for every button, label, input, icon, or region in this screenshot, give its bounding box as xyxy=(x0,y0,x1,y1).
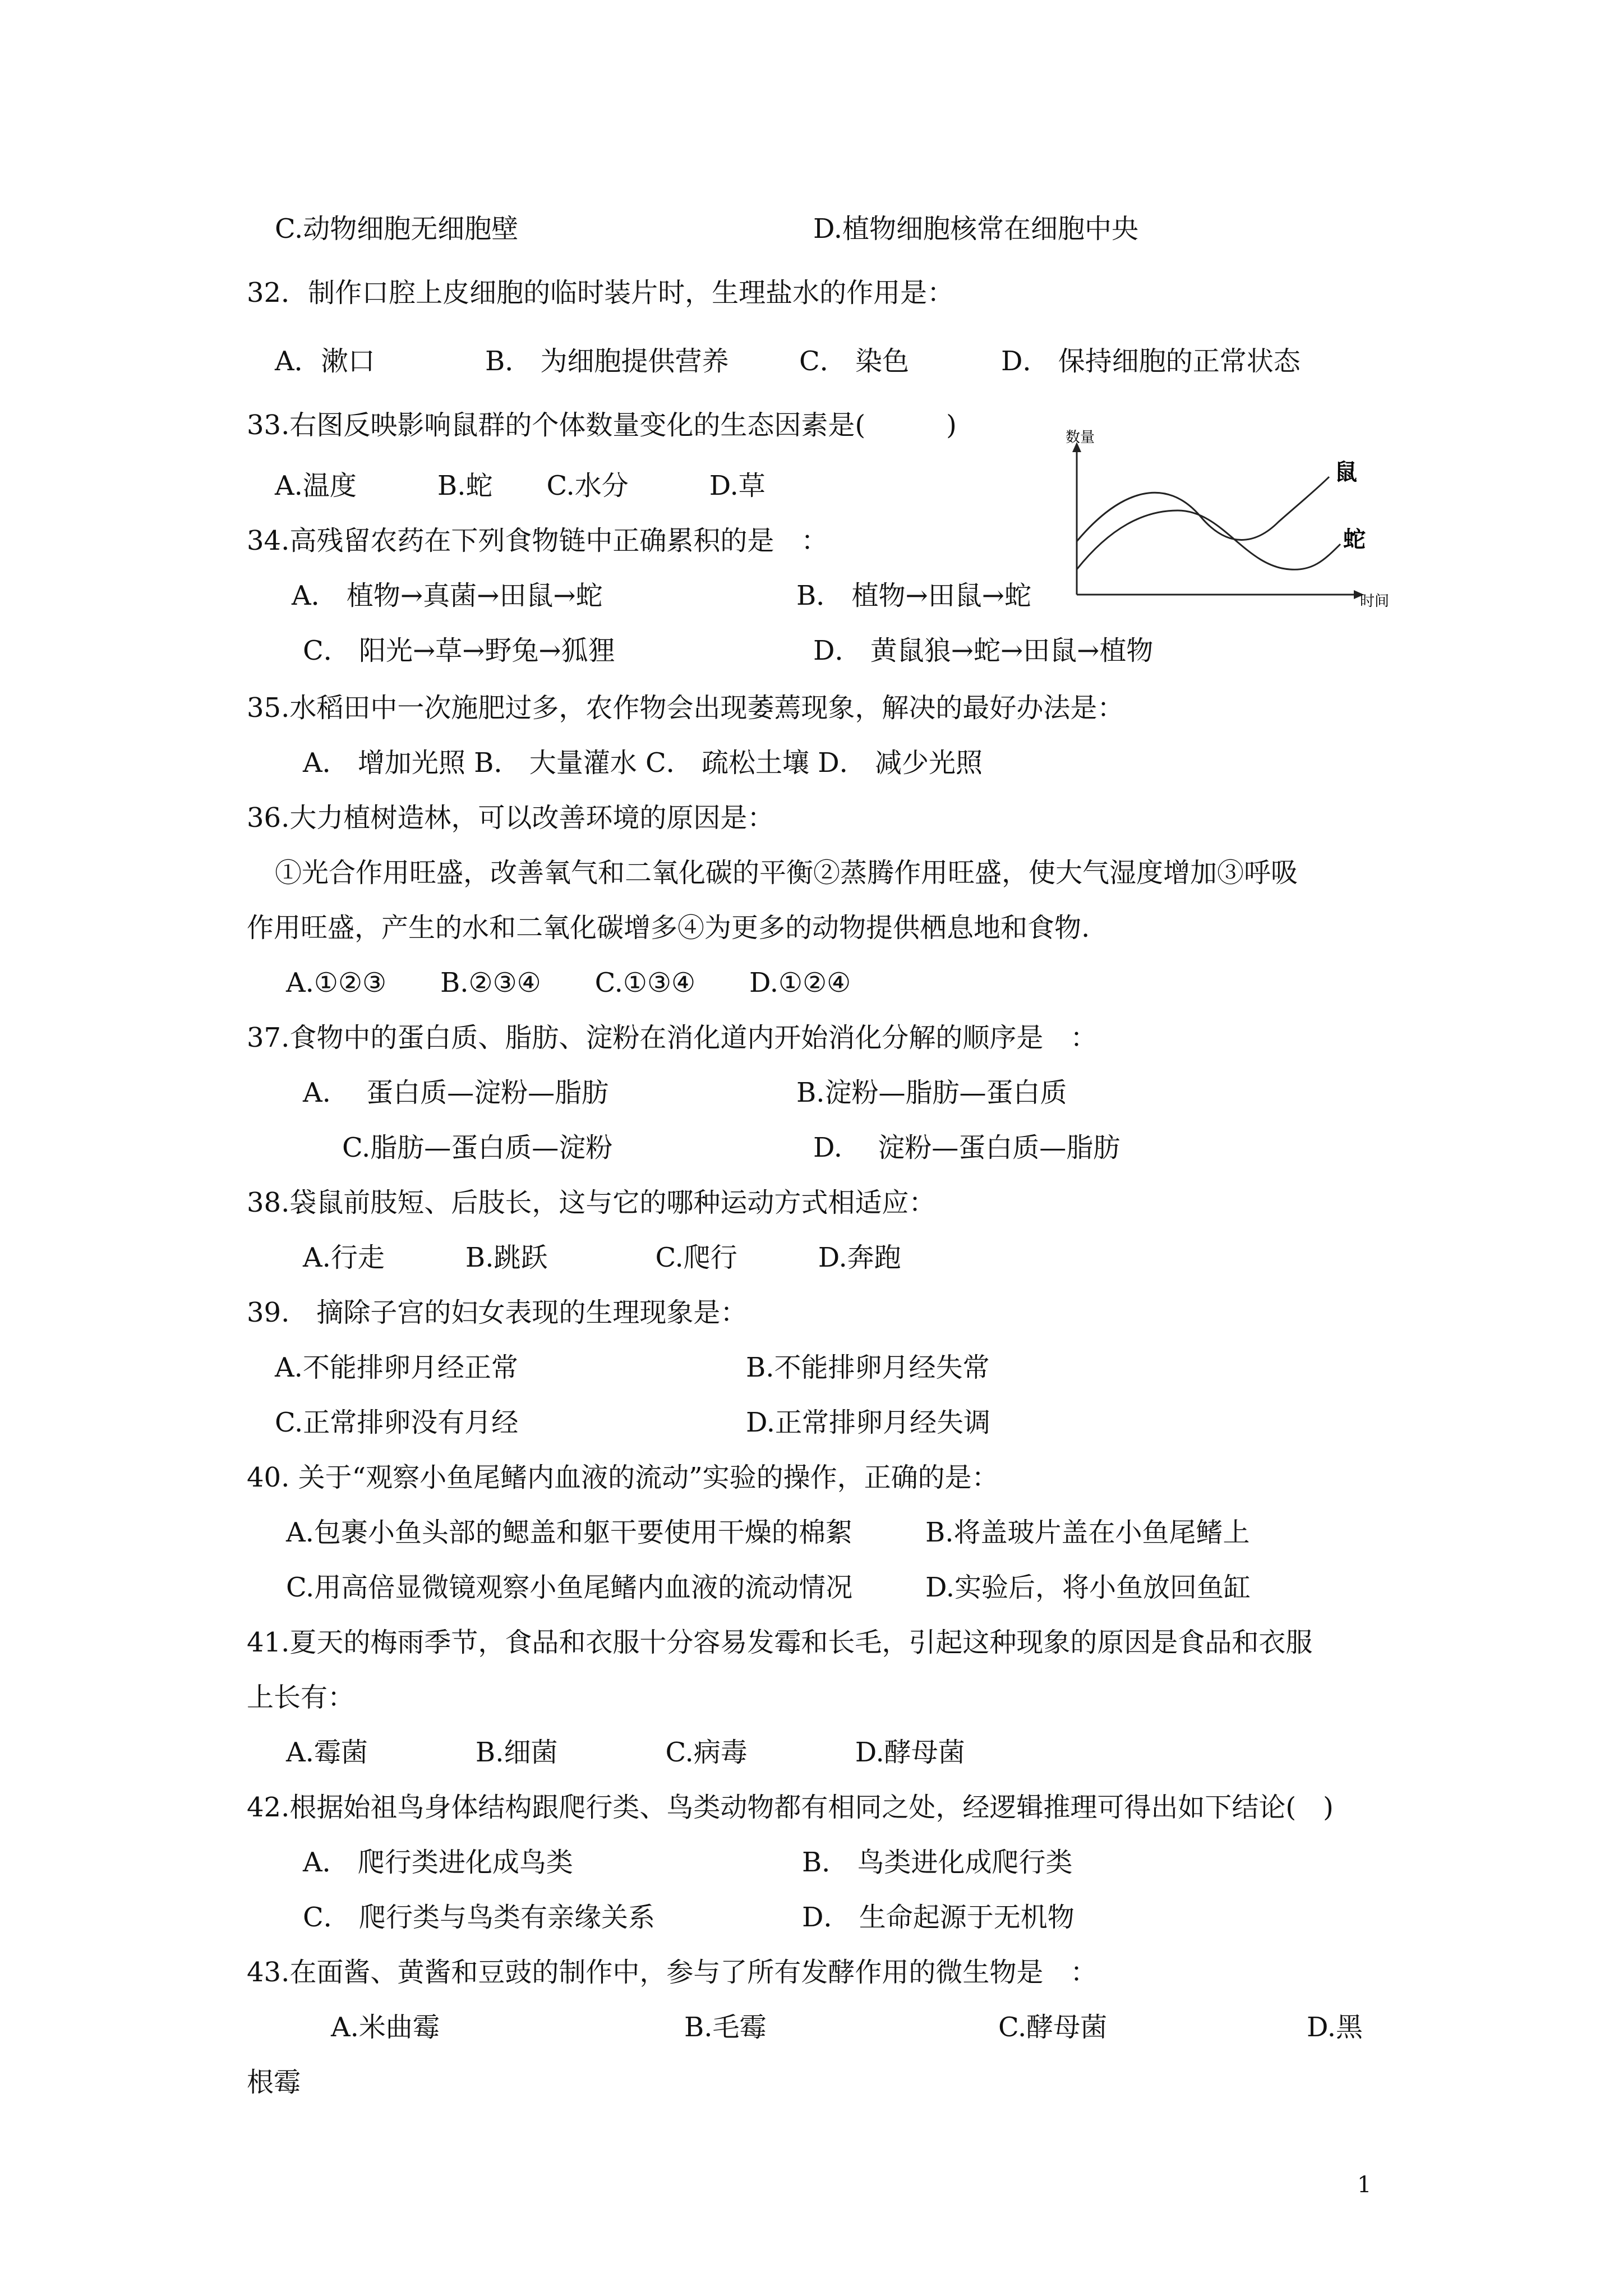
q36-statements-line2: 作用旺盛，产生的水和二氧化碳增多④为更多的动物提供栖息地和食物. xyxy=(247,912,1090,944)
snake-label: 蛇 xyxy=(1343,527,1366,553)
q35-stem: 35.水稻田中一次施肥过多，农作物会出现萎蔫现象，解决的最好办法是： xyxy=(247,692,1124,724)
q37-option-a: A. 蛋白质—淀粉—脂肪 xyxy=(303,1077,609,1108)
q37-option-b: B.淀粉—脂肪—蛋白质 xyxy=(796,1077,1067,1108)
q36-stem: 36.大力植树造林，可以改善环境的原因是： xyxy=(247,802,774,834)
q39-option-d: D.正常排卵月经失调 xyxy=(746,1407,991,1438)
q32-stem: 32．制作口腔上皮细胞的临时装片时，生理盐水的作用是： xyxy=(247,277,955,309)
q42-option-b: B． 鸟类进化成爬行类 xyxy=(802,1847,1073,1878)
graph-axes xyxy=(1072,442,1364,599)
q43-option-d: D.黑 xyxy=(1307,2012,1363,2043)
q40-option-a: A.包裹小鱼头部的鳃盖和躯干要使用干燥的棉絮 xyxy=(286,1517,852,1548)
q40-option-d: D.实验后，将小鱼放回鱼缸 xyxy=(925,1572,1251,1603)
q42-option-d: D． 生命起源于无机物 xyxy=(802,1902,1075,1933)
graph-y-label: 数量 xyxy=(1066,429,1095,446)
page-number: 1 xyxy=(1357,2172,1372,2198)
q34-option-a: A． 植物→真菌→田鼠→蛇 xyxy=(292,580,603,611)
q41-options: A.霉菌 B.细菌 C.病毒 D.酵母菌 xyxy=(286,1737,965,1768)
q36-statements-line1: ①光合作用旺盛，改善氧气和二氧化碳的平衡②蒸腾作用旺盛，使大气湿度增加③呼吸 xyxy=(275,857,1298,889)
q32-option-a: A．漱口 xyxy=(275,346,375,377)
q34-option-b: B． 植物→田鼠→蛇 xyxy=(796,580,1031,611)
q31-option-c: C.动物细胞无细胞壁 xyxy=(275,213,519,245)
q37-option-c: C.脂肪—蛋白质—淀粉 xyxy=(342,1132,613,1163)
q32-option-d: D． 保持细胞的正常状态 xyxy=(1001,346,1301,377)
q33-stem: 33.右图反映影响鼠群的个体数量变化的生态因素是( ) xyxy=(247,409,957,441)
q40-stem: 40. 关于“观察小鱼尾鳍内血液的流动”实验的操作，正确的是： xyxy=(247,1462,999,1493)
q40-option-b: B.将盖玻片盖在小鱼尾鳍上 xyxy=(925,1517,1250,1548)
q33-options: A.温度 B.蛇 C.水分 D.草 xyxy=(275,470,766,501)
snake-curve xyxy=(1077,510,1340,569)
q31-option-d: D.植物细胞核常在细胞中央 xyxy=(813,213,1139,245)
q42-option-c: C． 爬行类与鸟类有亲缘关系 xyxy=(303,1902,655,1933)
q32-option-b: B． 为细胞提供营养 xyxy=(485,346,729,377)
q41-stem-continued: 上长有： xyxy=(247,1682,355,1713)
q39-option-a: A.不能排卵月经正常 xyxy=(275,1352,518,1383)
q40-option-c: C.用高倍显微镜观察小鱼尾鳍内血液的流动情况 xyxy=(286,1572,853,1603)
q35-options: A． 增加光照 B． 大量灌水 C． 疏松土壤 D． 减少光照 xyxy=(303,747,983,779)
q38-stem: 38.袋鼠前肢短、后肢长，这与它的哪种运动方式相适应： xyxy=(247,1187,936,1218)
q36-options: A.①②③ B.②③④ C.①③④ D.①②④ xyxy=(286,967,851,999)
q42-option-a: A． 爬行类进化成鸟类 xyxy=(303,1847,573,1878)
q39-stem: 39. 摘除子宫的妇女表现的生理现象是： xyxy=(247,1297,748,1328)
q42-stem: 42.根据始祖鸟身体结构跟爬行类、鸟类动物都有相同之处，经逻辑推理可得出如下结论( ) xyxy=(247,1792,1334,1823)
q34-option-c: C． 阳光→草→野兔→狐狸 xyxy=(303,635,615,666)
mouse-label: 鼠 xyxy=(1335,459,1357,485)
q43-stem: 43.在面酱、黄酱和豆豉的制作中，参与了所有发酵作用的微生物是 ： xyxy=(247,1957,1098,1988)
graph-x-label: 时间 xyxy=(1360,593,1390,610)
q39-option-c: C.正常排卵没有月经 xyxy=(275,1407,519,1438)
q43-option-c: C.酵母菌 xyxy=(998,2012,1108,2043)
q41-stem: 41.夏天的梅雨季节，食品和衣服十分容易发霉和长毛，引起这种现象的原因是食品和衣服 xyxy=(247,1627,1313,1658)
q43-option-a: A.米曲霉 xyxy=(331,2012,440,2043)
q43-option-b: B.毛霉 xyxy=(684,2012,767,2043)
q37-option-d: D. 淀粉—蛋白质—脂肪 xyxy=(813,1132,1121,1163)
q37-stem: 37.食物中的蛋白质、脂肪、淀粉在消化道内开始消化分解的顺序是 ： xyxy=(247,1022,1098,1053)
q43-option-d-continued: 根霉 xyxy=(247,2067,301,2098)
q38-options: A.行走 B.跳跃 C.爬行 D.奔跑 xyxy=(303,1242,901,1273)
q34-stem: 34.高残留农药在下列食物链中正确累积的是 ： xyxy=(247,525,828,556)
q34-option-d: D． 黄鼠狼→蛇→田鼠→植物 xyxy=(813,635,1154,666)
q32-option-c: C． 染色 xyxy=(799,346,909,377)
q39-option-b: B.不能排卵月经失常 xyxy=(746,1352,990,1383)
population-graph xyxy=(1054,426,1402,617)
